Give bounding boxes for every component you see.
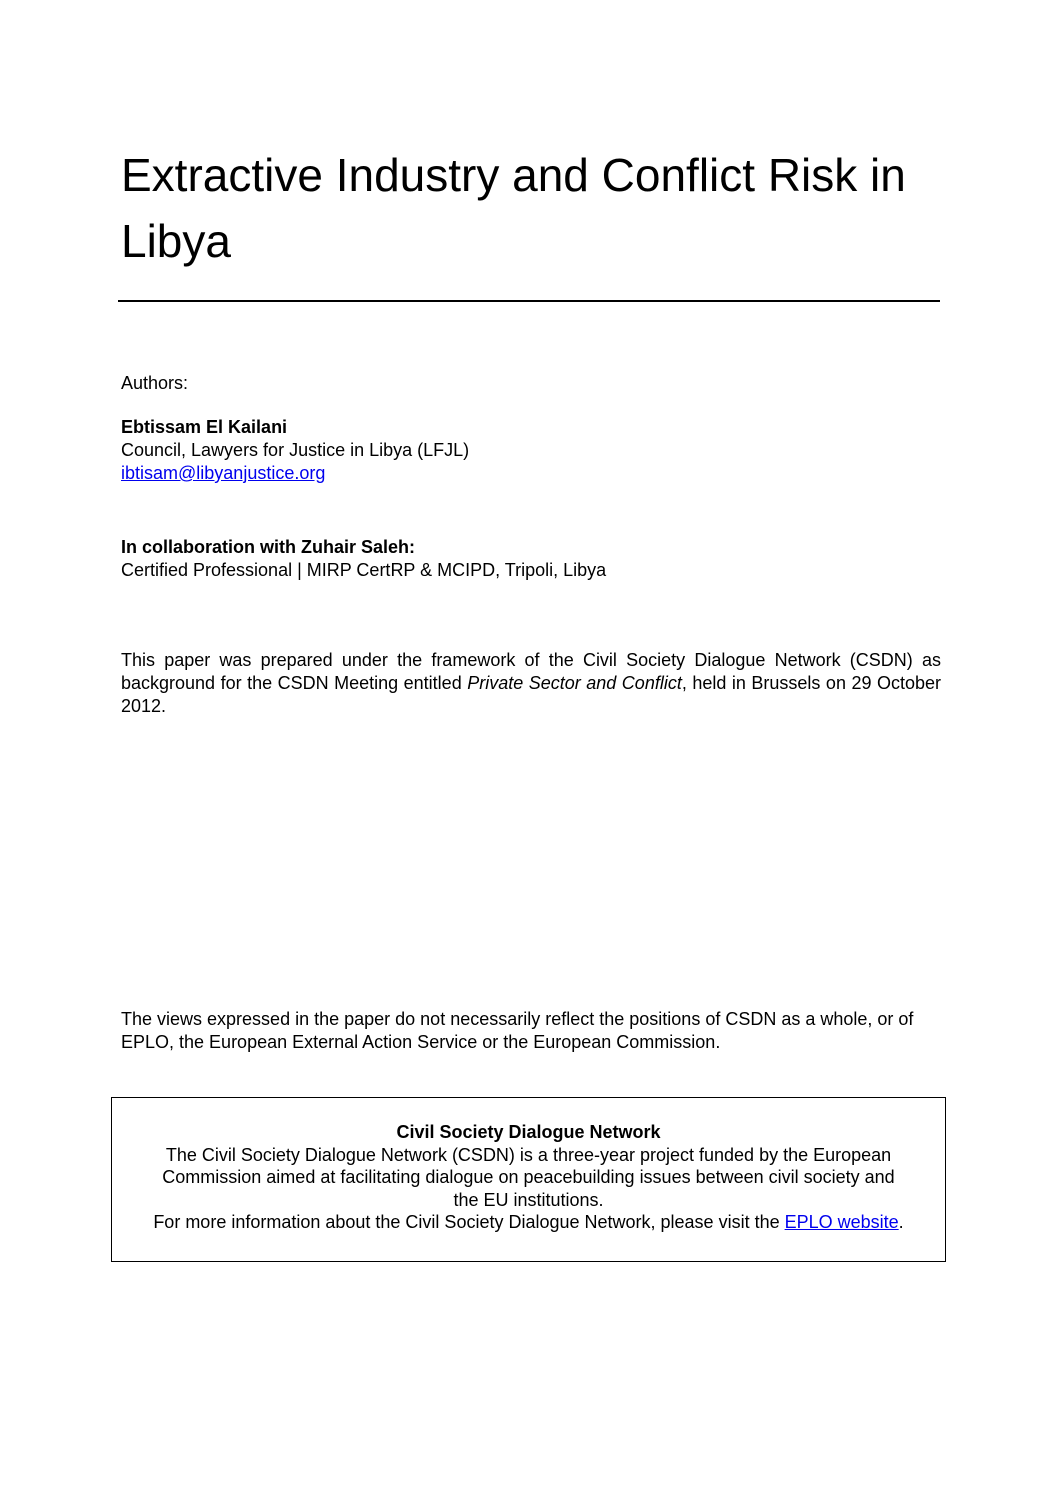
meeting-title: Private Sector and Conflict [467,673,682,693]
more-info-end: . [898,1212,904,1232]
more-info-text: For more information about the Civil Society Dialogue Network, please visit the [153,1212,785,1232]
info-box-line-2: Commission aimed at facilitating dialogue on peacebuilding issues between civil society and [162,1167,895,1187]
collaboration-block [121,536,606,582]
author-email-link[interactable]: ibtisam@libyanjustice.org [121,463,326,483]
collaboration-heading: In collaboration with Zuhair Saleh: [121,537,416,557]
info-box-more-info [112,1211,945,1234]
collaboration-details: Certified Professional | MIRP CertRP & MCIPD, Tripoli, Libya [121,560,607,580]
eplo-website-link[interactable]: EPLO website [784,1212,899,1232]
framework-text-after: , held in Brussels on 29 October 2012. [121,673,942,716]
info-box-heading: Civil Society Dialogue Network [396,1122,661,1142]
author-affiliation: Council, Lawyers for Justice in Libya (LFJL) [121,440,470,460]
framework-paragraph [121,649,941,718]
csdn-info-box [111,1097,946,1262]
framework-text-before: This paper was prepared under the framework of the Civil Society Dialogue Network (CSDN) as background for the CSDN Meeting entitled [121,650,941,693]
authors-label: Authors: [121,373,189,393]
info-box-line-1: The Civil Society Dialogue Network (CSDN) is a three-year project funded by the European [165,1144,892,1165]
info-box-line-3: the EU institutions. [453,1189,604,1210]
title-divider [118,300,940,302]
disclaimer-paragraph: The views expressed in the paper do not necessarily reflect the positions of CSDN as a whole, or of EPLO, the European External Action Service or the European Commission. [121,1009,914,1052]
page-title: Extractive Industry and Conflict Risk in Libya [121,149,906,267]
author-block [121,416,469,485]
author-name: Ebtissam El Kailani [121,417,288,437]
